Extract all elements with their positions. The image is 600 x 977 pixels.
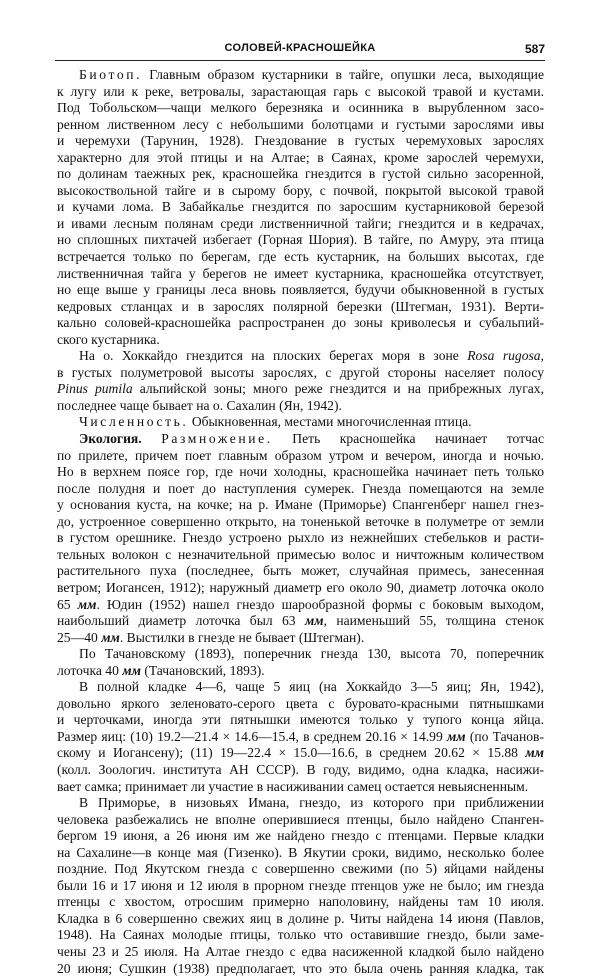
text-run: мм xyxy=(304,613,324,629)
text-run: в густом орешнике. Гнездо устроено рыхло из нежнейших стебельков и расти- xyxy=(57,530,544,546)
text-run: Экология. xyxy=(79,431,142,447)
text-run: 20 июня; Сушкин (1938) предполагает, что это была очень ранняя кладка, так xyxy=(57,960,544,976)
text-run: Кладка в 6 совершенно свежих яиц в долине р. Читы найдена 14 июня (Павлов, xyxy=(57,910,544,926)
text-line xyxy=(57,232,544,249)
text-line xyxy=(57,878,544,895)
text-line xyxy=(57,927,544,944)
text-line xyxy=(57,431,544,448)
text-line xyxy=(57,497,544,514)
text-line xyxy=(57,84,544,101)
text-line xyxy=(57,67,544,84)
running-title: СОЛОВЕЙ-КРАСНОШЕЙКА xyxy=(224,42,376,54)
text-line xyxy=(57,514,544,531)
text-line xyxy=(57,117,544,134)
text-run: тельных волокон с незначительной примесью волос и ничтожным количеством xyxy=(57,546,544,562)
text-run: лоточка 40 xyxy=(57,662,123,678)
text-line xyxy=(57,481,544,498)
text-run: Обыкновенная, местами многочисленная птица. xyxy=(188,414,472,430)
text-line xyxy=(57,199,544,216)
text-line xyxy=(57,464,544,481)
text-run: до, устроенное совершенно открыто, на тоненькой веточке в полуметре от земли xyxy=(57,513,544,529)
text-run: В полной кладке 4—6, чаще 5 яиц (на Хоккайдо 3—5 яиц; Ян, 1942), xyxy=(79,679,544,695)
text-line xyxy=(57,249,544,266)
text-run: , xyxy=(540,348,544,364)
text-line xyxy=(57,961,544,977)
text-run: Петь красношейка начинает тотчас xyxy=(272,431,544,447)
text-run: и ивами лесным полянам среди лиственничной тайги; гнездится и в кедрачах, xyxy=(57,215,544,231)
text-run: Rosa rugosa xyxy=(467,348,541,364)
text-line xyxy=(57,348,544,365)
text-run: На о. Хоккайдо гнездится на плоских берегах моря в зоне xyxy=(79,348,468,364)
text-run: мм xyxy=(101,629,120,645)
text-run: мм xyxy=(446,728,466,744)
text-run: но сплошных пихтачей избегает (Горная Шория). В тайге, по Амуру, эта птица xyxy=(57,232,544,248)
page-number: 587 xyxy=(524,42,545,56)
text-run: кально соловей-красношейка распространен до зоны криволесья и субальпий- xyxy=(57,315,544,331)
text-run: наибольший диаметр лоточка был 63 xyxy=(57,613,305,629)
text-run: скому и Иогансену); (11) 19—22.4 × 15.0—16.6, в среднем 20.62 × 15.88 xyxy=(57,745,526,761)
text-line xyxy=(57,944,544,961)
text-run: по долинам таежных рек, красношейка гнездится в густой сильно засоренной, xyxy=(57,166,544,182)
text-line xyxy=(57,580,544,597)
text-run: 65 xyxy=(57,596,78,612)
text-run: лиственничная тайга у берегов не имеет кустарника, красношейка отсутствует, xyxy=(57,265,544,281)
text-line xyxy=(57,745,544,762)
text-run: Под Тобольском—чащи мелкого березняка и осинника в вырубленном засо- xyxy=(57,100,544,116)
page-header xyxy=(55,42,545,62)
text-run: мм xyxy=(525,745,544,761)
text-line xyxy=(57,597,544,614)
text-run: и кучами лома. В Забайкалье гнездится по заросшим кустарниковой березой xyxy=(57,199,544,215)
text-run: и черточками, иногда эти пятнышки имеются только у тупого конца яйца. xyxy=(57,712,544,728)
text-run: Биотоп. xyxy=(79,67,143,82)
text-run: поздние. Под Якутском гнезда с совершенно свежими (по 5) яйцами найдены xyxy=(57,861,544,877)
text-run: , наименьший 55, толщина стенок xyxy=(323,613,544,629)
text-run: (колл. Зоологич. института АН СССР). В году, видимо, одна кладка, насижи- xyxy=(57,761,544,777)
text-run: по прилете, причем поет главным образом утром и вечером, иногда и ночью. xyxy=(57,447,544,463)
text-run: и черемухи (Тарунин, 1928). Гнездование в густых черемуховых зарослях xyxy=(57,133,544,149)
text-run: мм xyxy=(77,596,97,612)
text-run: 1948). На Саянах молодые птицы, только что оставившие гнездо, были заме- xyxy=(57,927,544,943)
text-line xyxy=(57,679,544,696)
text-run: растительного пуха (последнее, быть может, случайная примесь, занесенная xyxy=(57,563,544,579)
text-line xyxy=(57,299,544,316)
text-run: последнее чаще бывает на о. Сахалин (Ян, 1942). xyxy=(57,397,342,413)
text-run: характерно для этой птицы и на Алтае; в Саянах, кроме зарослей черемухи, xyxy=(57,149,544,165)
text-line xyxy=(57,133,544,150)
text-run: Размножение. xyxy=(161,431,273,447)
text-line xyxy=(57,696,544,713)
text-run: По Тачановскому (1893), поперечник гнезда 130, высота 70, поперечник xyxy=(79,646,544,662)
text-run: 25—40 xyxy=(57,629,102,645)
text-line xyxy=(57,762,544,779)
text-line xyxy=(57,216,544,233)
text-run: птенцы с хвостом, отросшим примерно наполовину, найдены там 10 июля. xyxy=(57,894,544,910)
header-rule xyxy=(55,60,545,61)
text-run: . Юдин (1952) нашел гнездо шарообразной формы с боковым выходом, xyxy=(96,596,544,612)
text-line xyxy=(57,166,544,183)
text-line xyxy=(57,315,544,332)
text-line xyxy=(57,795,544,812)
text-line xyxy=(57,712,544,729)
text-line xyxy=(57,365,544,382)
text-line xyxy=(57,282,544,299)
text-line xyxy=(57,150,544,167)
text-run: вает самка; принимает ли участие в насиживании самец остается невыясненным. xyxy=(57,778,529,794)
text-run: ского кустарника. xyxy=(57,331,160,347)
text-run: Но в верхнем поясе гор, где ночи холодны, красношейка начинает петь только xyxy=(57,464,544,480)
text-run: Численность. xyxy=(79,414,189,430)
text-line xyxy=(57,861,544,878)
text-line xyxy=(57,779,544,796)
text-run: но еще выше у границы леса вновь появляется, будучи обыкновенной в густых xyxy=(57,282,544,298)
text-run: (Тачановский, 1893). xyxy=(140,662,265,678)
text-run: (по Тачанов- xyxy=(465,728,544,744)
body-text xyxy=(57,67,544,977)
text-line xyxy=(57,266,544,283)
text-line xyxy=(57,563,544,580)
text-run: чены 23 и 25 июля. На Алтае гнездо с едва насиженной кладкой было найдено xyxy=(57,943,544,959)
text-line xyxy=(57,530,544,547)
text-run: Размер яиц: (10) 19.2—21.4 × 14.6—15.4, в среднем 20.16 × 14.99 xyxy=(57,728,447,744)
text-run: человека разбежались не вполне оперившиеся птенцы, было найдено Спанген- xyxy=(57,811,544,827)
text-line xyxy=(57,630,544,647)
text-run: альпийской зоны; много реже гнездится и на прибрежных лугах, xyxy=(132,381,544,397)
text-run: у основания куста, на кочке; на р. Имане (Приморье) Спангенберг нашел гнез- xyxy=(57,497,544,513)
text-run: мм xyxy=(122,662,141,678)
text-run: в густых полуметровой высоты зарослях, с другой стороны населяет полосу xyxy=(57,364,544,380)
text-run: В Приморье, в низовьях Имана, гнездо, из которого при приближении xyxy=(79,795,544,811)
text-line xyxy=(57,398,544,415)
text-line xyxy=(57,183,544,200)
text-run xyxy=(142,431,162,446)
text-run: бергом 19 июня, а 26 июня им же найдено гнездо с птенцами. Первые кладки xyxy=(57,828,544,844)
text-line xyxy=(57,729,544,746)
text-run: на Сахалине—в конце мая (Гизенко). В Якутии сроки, видимо, несколько более xyxy=(57,844,544,860)
text-line xyxy=(57,448,544,465)
text-run: ветром; Иогансен, 1912); наружный диаметр его около 90, диаметр лоточка около xyxy=(57,579,544,595)
text-run: были 16 и 17 июня и 12 июля в прорном гнезде птенцов уже не было; им гнезда xyxy=(57,877,544,893)
text-line xyxy=(57,613,544,630)
text-line xyxy=(57,663,544,680)
text-run: ренном лиственном лесу с небольшими болотцами и густыми зарослями ивы xyxy=(57,116,544,132)
text-line xyxy=(57,812,544,829)
text-run: после полудня и поет до наступления сумерек. Гнезда помещаются на земле xyxy=(57,480,544,496)
text-line xyxy=(57,894,544,911)
text-line xyxy=(57,100,544,117)
text-line xyxy=(57,845,544,862)
text-line xyxy=(57,828,544,845)
text-run: . Выстилки в гнезде не бывает (Штегман). xyxy=(119,629,365,645)
text-run: к лугу или к реке, ветровалы, зарастающая гарь с высокой травой и кустами. xyxy=(57,83,544,99)
text-line xyxy=(57,381,544,398)
text-line xyxy=(57,414,544,431)
text-run: кедровых стланцах и в зарослях полярной березки (Штегман, 1931). Верти- xyxy=(57,298,544,314)
text-run: Главным образом кустарники в тайге, опушки леса, выходящие xyxy=(142,67,544,82)
text-line xyxy=(57,646,544,663)
text-run: довольно яркого зеленовато-серого цвета с буровато-красными пятнышками xyxy=(57,695,544,711)
text-run: встречается только по берегам, где есть кустарник, на больших высотах, где xyxy=(57,249,544,265)
text-run: Pinus pumila xyxy=(57,381,133,397)
text-line xyxy=(57,547,544,564)
text-run: высокоствольной тайге и в сырому бору, с почвой, покрытой высокой травой xyxy=(57,182,544,198)
text-line xyxy=(57,911,544,928)
text-line xyxy=(57,332,544,349)
